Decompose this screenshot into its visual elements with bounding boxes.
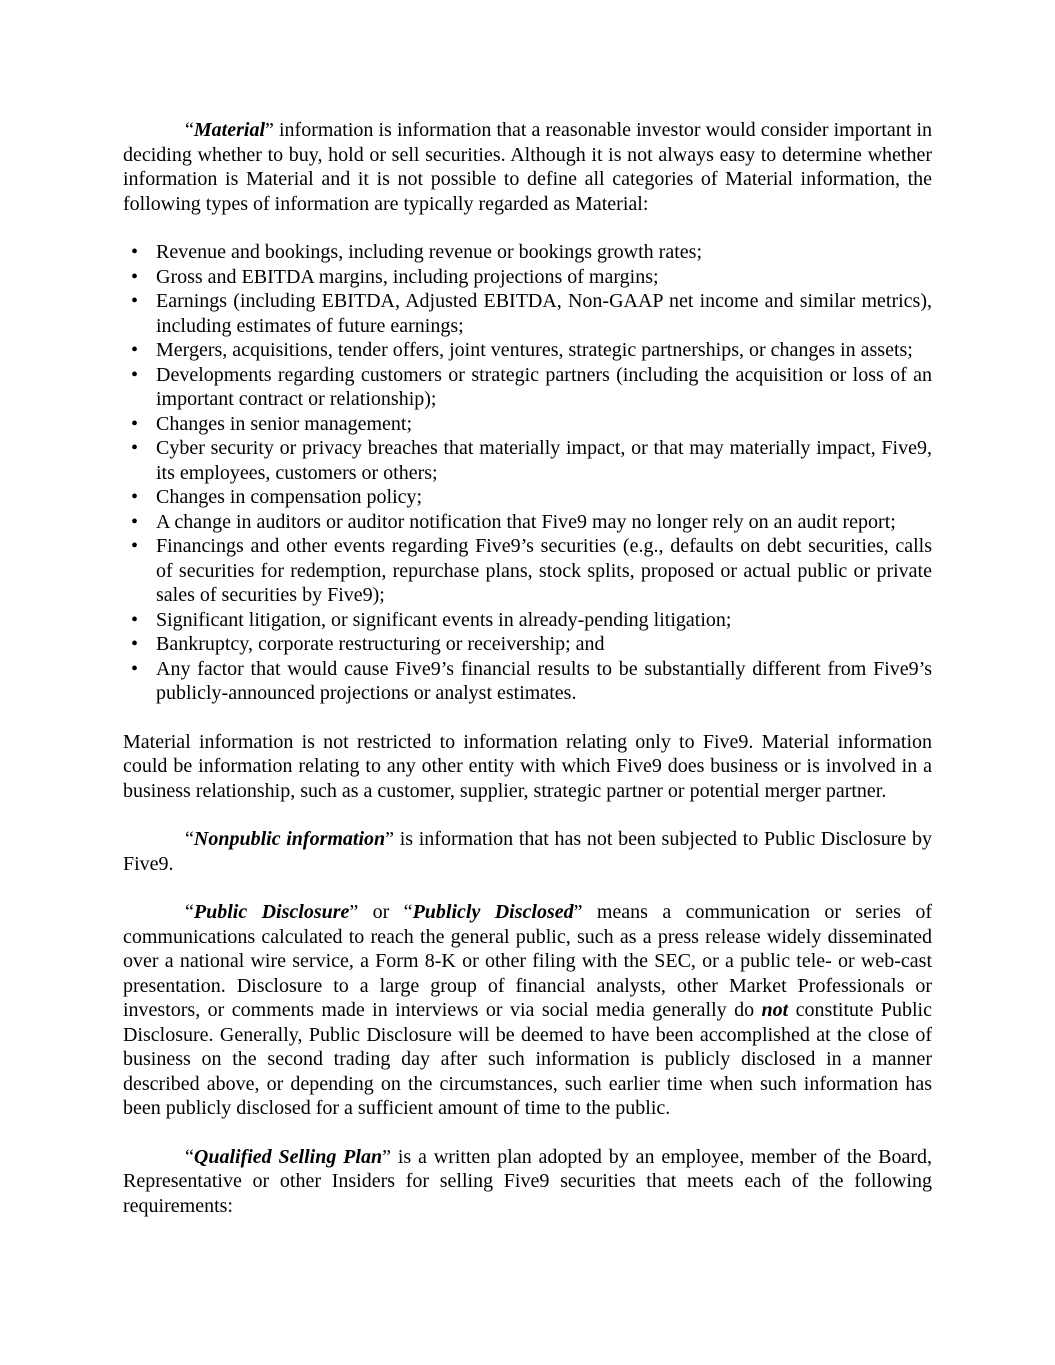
paragraph-nonpublic-definition — [123, 827, 932, 876]
term-publicly-disclosed: Publicly Disclosed — [412, 901, 574, 923]
open-quote: “ — [185, 1145, 194, 1168]
bullet-icon: • — [131, 510, 139, 533]
open-quote: “ — [185, 828, 194, 850]
bullet-text: Changes in senior management; — [156, 412, 413, 435]
list-item — [123, 240, 932, 265]
bullet-icon: • — [131, 608, 139, 631]
list-item — [123, 289, 932, 338]
bullet-icon: • — [131, 241, 139, 263]
bullet-text: Changes in compensation policy; — [156, 486, 423, 508]
list-item — [123, 338, 932, 363]
term-public-disclosure: Public Disclosure — [193, 901, 350, 923]
public-disclosure-text-1: ” means a communication or series of communications calculated to reach the general public, such as a press release widely disseminated over a national wire service, a Form 8-K or other filing with the SEC, or a public tele- or web-cast presentation. Disclosure to a large group of financial analysts, other Market Professionals or investors, or comments made in interviews or via social media generally do — [123, 901, 933, 1021]
bullet-icon: • — [131, 290, 139, 312]
bullet-text: Developments regarding customers or strategic partners (including the acquisition or loss of an important contract or relationship); — [156, 363, 932, 410]
emphasis-not: not — [761, 999, 789, 1021]
bullet-icon: • — [131, 265, 139, 288]
bullet-icon: • — [131, 486, 139, 508]
material-types-list — [123, 240, 932, 706]
paragraph-material-definition — [123, 118, 932, 216]
public-disclosure-text-2: constitute Public Disclosure. Generally, Public Disclosure will be deemed to have been accomplished at the close of business on the second trading day after such information is publicly disclosed in a manner described above, or depending on the circumstances, such earlier time when such information has been publicly disclosed for a sufficient amount of time to the public. — [123, 999, 932, 1119]
bullet-text: Significant litigation, or significant events in already-pending litigation; — [156, 608, 732, 631]
list-item — [123, 510, 932, 535]
bullet-text: Mergers, acquisitions, tender offers, joint ventures, strategic partnerships, or changes in assets; — [156, 339, 913, 361]
list-item — [123, 485, 932, 510]
bullet-text: A change in auditors or auditor notification that Five9 may no longer rely on an audit report; — [156, 510, 896, 533]
paragraph-material-not-restricted — [123, 730, 932, 804]
list-item — [123, 436, 932, 485]
term-material: Material — [193, 119, 266, 141]
list-item — [123, 363, 932, 412]
term-qualified-selling-plan: Qualified Selling Plan — [193, 1145, 383, 1168]
bullet-icon: • — [131, 535, 139, 557]
bullet-icon: • — [131, 657, 139, 680]
bullet-text: Gross and EBITDA margins, including projections of margins; — [156, 265, 659, 288]
connector-text: ” or “ — [349, 901, 413, 923]
bullet-icon: • — [131, 412, 139, 435]
bullet-icon: • — [131, 633, 139, 655]
bullet-text: Earnings (including EBITDA, Adjusted EBITDA, Non-GAAP net income and similar metrics), including estimates of future earnings; — [156, 290, 932, 337]
term-nonpublic-information: Nonpublic information — [193, 828, 386, 850]
material-definition-text: ” information is information that a reasonable investor would consider important in deciding whether to buy, hold or sell securities. Although it is not always easy to determine whether information is Material and it is not possible to define all categories of Material information, the following types of information are typically regarded as Material: — [123, 119, 932, 215]
paragraph-qualified-selling-plan-definition — [123, 1145, 932, 1219]
not-restricted-text: Material information is not restricted to information relating only to Five9. Material information could be information relating to any other entity with which Five9 does business or is involved in a business relationship, such as a customer, supplier, strategic partner or potential merger partner. — [123, 730, 932, 802]
list-item — [123, 657, 932, 706]
bullet-text: Cyber security or privacy breaches that materially impact, or that may materially impact, Five9, its employees, customers or others; — [156, 437, 932, 484]
list-item — [123, 412, 932, 437]
list-item — [123, 632, 932, 657]
bullet-text: Any factor that would cause Five9’s financial results to be substantially different from Five9’s publicly-announced projections or analyst estimates. — [156, 657, 932, 704]
list-item — [123, 534, 932, 608]
qualified-selling-plan-text: ” is a written plan adopted by an employee, member of the Board, Representative or other Insiders for selling Five9 securities that meets each of the following requirements: — [123, 1145, 932, 1217]
bullet-text: Financings and other events regarding Five9’s securities (e.g., defaults on debt securities, calls of securities for redemption, repurchase plans, stock splits, proposed or actual public or private sales of securities by Five9); — [156, 535, 932, 606]
paragraph-public-disclosure-definition — [123, 900, 932, 1121]
open-quote: “ — [185, 119, 194, 141]
bullet-icon: • — [131, 339, 139, 361]
list-item — [123, 265, 932, 290]
bullet-icon: • — [131, 437, 139, 459]
nonpublic-definition-text: ” is information that has not been subjected to Public Disclosure by Five9. — [123, 828, 932, 875]
bullet-icon: • — [131, 363, 139, 386]
bullet-text: Revenue and bookings, including revenue or bookings growth rates; — [156, 241, 702, 263]
open-quote: “ — [185, 901, 194, 923]
bullet-text: Bankruptcy, corporate restructuring or receivership; and — [156, 633, 605, 655]
list-item — [123, 608, 932, 633]
